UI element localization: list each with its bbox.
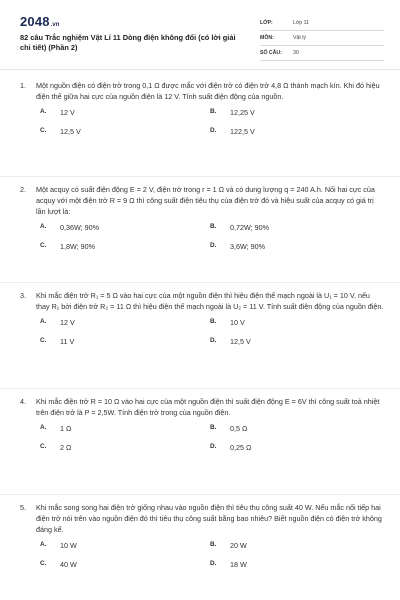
meta-info bbox=[260, 14, 384, 61]
option-d[interactable]: D. 122,5 V bbox=[210, 127, 255, 136]
meta-count-value: 30 bbox=[293, 50, 299, 56]
option-c[interactable]: C. 2 Ω bbox=[40, 443, 72, 452]
question-text: Khi mắc điện trở R = 10 Ω vào hai cực của một nguồn điện thì suất điện động E = 6V thì công suất toả nhiệt trên điện trở là P = 2,5W. Tính điện trở trong của nguồn điện. bbox=[36, 397, 380, 417]
meta-subject bbox=[260, 31, 384, 46]
answer-options bbox=[40, 223, 384, 251]
option-a[interactable]: A. 1 Ω bbox=[40, 424, 72, 433]
question-4 bbox=[20, 396, 384, 452]
question-3 bbox=[20, 290, 384, 346]
option-b[interactable]: B. 0,72W; 90% bbox=[210, 223, 270, 232]
question-divider bbox=[0, 494, 400, 495]
option-a[interactable]: A. 12 V bbox=[40, 318, 75, 327]
option-a[interactable]: A. 12 V bbox=[40, 108, 75, 117]
header-divider bbox=[0, 69, 400, 70]
question-text: Một nguồn điện có điện trở trong 0,1 Ω được mắc với điện trở có điện trở 4,8 Ω thành mạch kín. Khi đó hiệu điện thế giữa hai cực của nguồn điện là 12 V. Tính suất điện động của nguồn. bbox=[36, 81, 380, 101]
question-divider bbox=[0, 282, 400, 283]
meta-class-value: Lớp 11 bbox=[293, 20, 309, 26]
document-title: 82 câu Trắc nghiệm Vật Lí 11 Dòng điện không đổi (có lời giải chi tiết) (Phần 2) bbox=[20, 33, 236, 52]
question-5 bbox=[20, 502, 384, 569]
answer-options bbox=[40, 318, 384, 346]
meta-subject-label: MÔN: bbox=[260, 35, 274, 41]
option-a[interactable]: A. 0,36W; 90% bbox=[40, 223, 100, 232]
answer-options bbox=[40, 108, 384, 136]
option-a[interactable]: A. 10 W bbox=[40, 541, 77, 550]
option-b[interactable]: B. 12,25 V bbox=[210, 108, 255, 117]
option-d[interactable]: D. 3,6W; 90% bbox=[210, 242, 266, 251]
question-number: 2. bbox=[20, 185, 26, 194]
question-2 bbox=[20, 184, 384, 251]
answer-options bbox=[40, 424, 384, 452]
question-divider bbox=[0, 388, 400, 389]
meta-count bbox=[260, 46, 384, 61]
question-text: Một acquy có suất điện động E = 2 V, điện trở trong r = 1 Ω và có dung lượng q = 240 A.h. Nối hai cực của acquy với một điện trở R = 9 Ω thì công suất điện tiêu thụ của điện trở đó và hiệu suất của acquy có giá trị lần lượt là: bbox=[36, 185, 375, 216]
question-number: 4. bbox=[20, 397, 26, 406]
question-number: 5. bbox=[20, 503, 26, 512]
document-header bbox=[20, 0, 384, 61]
option-b[interactable]: B. 10 V bbox=[210, 318, 245, 327]
option-d[interactable]: D. 18 W bbox=[210, 560, 247, 569]
option-b[interactable]: B. 0,5 Ω bbox=[210, 424, 248, 433]
meta-subject-value: Vật lý bbox=[293, 35, 306, 41]
option-c[interactable]: C. 1,8W; 90% bbox=[40, 242, 96, 251]
option-c[interactable]: C. 12,5 V bbox=[40, 127, 81, 136]
logo-sub-text: .vn bbox=[50, 22, 60, 28]
option-c[interactable]: C. 11 V bbox=[40, 337, 75, 346]
option-d[interactable]: D. 0,25 Ω bbox=[210, 443, 252, 452]
question-text: Khi mắc song song hai điện trở giống nhau vào nguồn điện thì tiêu thụ công suất 40 W. Nếu mắc nối tiếp hai điện trở nói trên vào nguồn điện đó thì tiêu thụ công suất bằng bao nhiêu? Biết nguồn điện có điện trở không đáng kể. bbox=[36, 503, 382, 534]
meta-class-label: LỚP: bbox=[260, 20, 273, 26]
option-c[interactable]: C. 40 W bbox=[40, 560, 77, 569]
site-logo[interactable] bbox=[20, 14, 240, 29]
question-text: Khi mắc điện trở R₁ = 5 Ω vào hai cực của một nguồn điện thì hiệu điện thế mạch ngoài là U₁ = 10 V, nếu thay R₁ bởi điện trở R₂ = 11 Ω thì hiệu điện thế mạch ngoài là U₂ = 11 V. Tính suất điện động của nguồn điện. bbox=[36, 291, 384, 311]
answer-options bbox=[40, 541, 384, 569]
question-number: 1. bbox=[20, 81, 26, 90]
header-left bbox=[20, 14, 240, 61]
question-divider bbox=[0, 176, 400, 177]
question-number: 3. bbox=[20, 291, 26, 300]
meta-class bbox=[260, 16, 384, 31]
question-1 bbox=[20, 80, 384, 136]
meta-count-label: SỐ CÂU: bbox=[260, 50, 282, 56]
logo-main-text: 2048 bbox=[20, 14, 50, 29]
option-b[interactable]: B. 20 W bbox=[210, 541, 247, 550]
option-d[interactable]: D. 12,5 V bbox=[210, 337, 251, 346]
